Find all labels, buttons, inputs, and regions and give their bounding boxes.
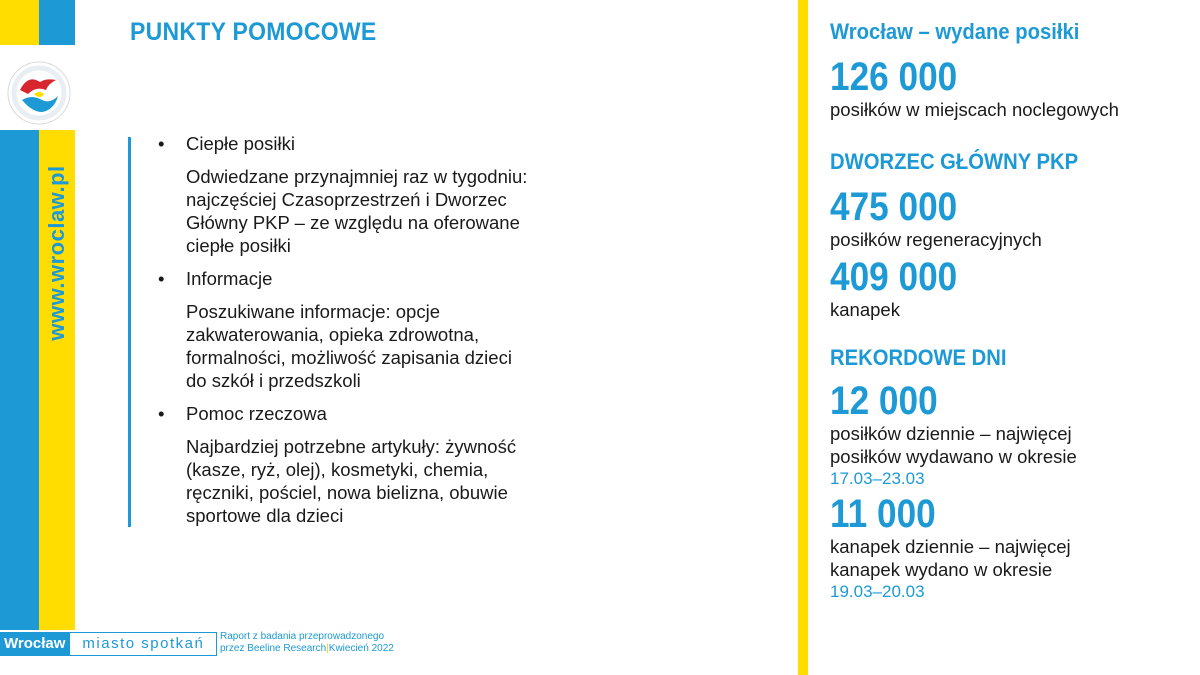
stat-number: 126 000 — [830, 55, 958, 99]
bullet-item — [158, 402, 598, 425]
description-line: najczęściej Czasoprzestrzeń i Dworzec — [186, 189, 507, 210]
bullet-dot-icon: • — [158, 403, 165, 424]
stat-number: 475 000 — [830, 185, 958, 229]
description-line: ciepłe posiłki — [186, 235, 291, 256]
footer-brand-logo — [0, 632, 217, 656]
description-line: do szkół i przedszkoli — [186, 370, 361, 391]
footer-author: przez Beeline Research — [220, 643, 327, 654]
footer-separator: | — [326, 643, 329, 654]
bullet-label: Pomoc rzeczowa — [186, 403, 327, 424]
section-heading: Wrocław – wydane posiłki — [830, 19, 1080, 44]
bullet-label: Informacje — [186, 268, 273, 289]
description-line: Główny PKP – ze względu na oferowane — [186, 212, 520, 233]
description-line: ręczniki, pościel, nowa bielizna, obuwie — [186, 482, 508, 503]
stat-number: 11 000 — [830, 492, 936, 536]
divider-yellow — [798, 0, 808, 675]
footer-date: Kwiecień 2022 — [328, 643, 394, 654]
stat-label: kanapek wydano w okresie — [830, 559, 1053, 580]
stat-number: 12 000 — [830, 379, 938, 423]
description-line: zakwaterowania, opieka zdrowotna, — [186, 324, 480, 345]
bullet-description — [158, 165, 598, 257]
side-url: www.wroclaw.pl — [44, 165, 69, 341]
stat-label: posiłków wydawano w okresie — [830, 446, 1077, 467]
page-title: PUNKTY POMOCOWE — [130, 18, 377, 46]
bullet-item — [158, 267, 598, 290]
bullet-label: Ciepłe posiłki — [186, 133, 295, 154]
stripe-blue — [0, 130, 39, 630]
description-line: Poszukiwane informacje: opcje — [186, 301, 440, 322]
brand-wroclaw: Wrocław — [0, 632, 69, 656]
description-line: sportowe dla dzieci — [186, 505, 344, 526]
stat-label: posiłków regeneracyjnych — [830, 229, 1042, 250]
bullet-item — [158, 132, 598, 155]
description-line: Najbardziej potrzebne artykuły: żywność — [186, 436, 517, 457]
description-line: formalności, możliwość zapisania dzieci — [186, 347, 512, 368]
section-heading: REKORDOWE DNI — [830, 345, 1007, 370]
bullet-dot-icon: • — [158, 268, 165, 289]
footer-note-line — [220, 643, 394, 655]
stripe-yellow-top — [0, 0, 39, 45]
footer-note — [220, 631, 394, 655]
bullet-description — [158, 435, 598, 527]
description-line: Odwiedzane przynajmniej raz w tygodniu: — [186, 166, 528, 187]
description-line: (kasze, ryż, olej), kosmetyki, chemia, — [186, 459, 489, 480]
stat-number: 409 000 — [830, 255, 958, 299]
stat-label: kanapek dziennie – najwięcej — [830, 536, 1071, 557]
bullet-description — [158, 300, 598, 392]
bullet-list — [158, 132, 598, 537]
stat-label: posiłków dziennie – najwięcej — [830, 423, 1072, 444]
emblem-logo-icon — [6, 60, 72, 126]
stats-panel — [830, 18, 1190, 603]
section-heading: DWORZEC GŁÓWNY PKP — [830, 149, 1079, 174]
stat-label: kanapek — [830, 299, 900, 320]
footer-note-line: Raport z badania przeprowadzonego — [220, 631, 384, 642]
bullet-dot-icon: • — [158, 133, 165, 154]
stat-date: 19.03–20.03 — [830, 582, 925, 601]
stat-label: posiłków w miejscach noclegowych — [830, 99, 1119, 120]
stripe-blue-top — [39, 0, 75, 45]
stat-date: 17.03–23.03 — [830, 469, 925, 488]
content-rule — [128, 137, 131, 527]
brand-slogan: miasto spotkań — [69, 632, 217, 656]
